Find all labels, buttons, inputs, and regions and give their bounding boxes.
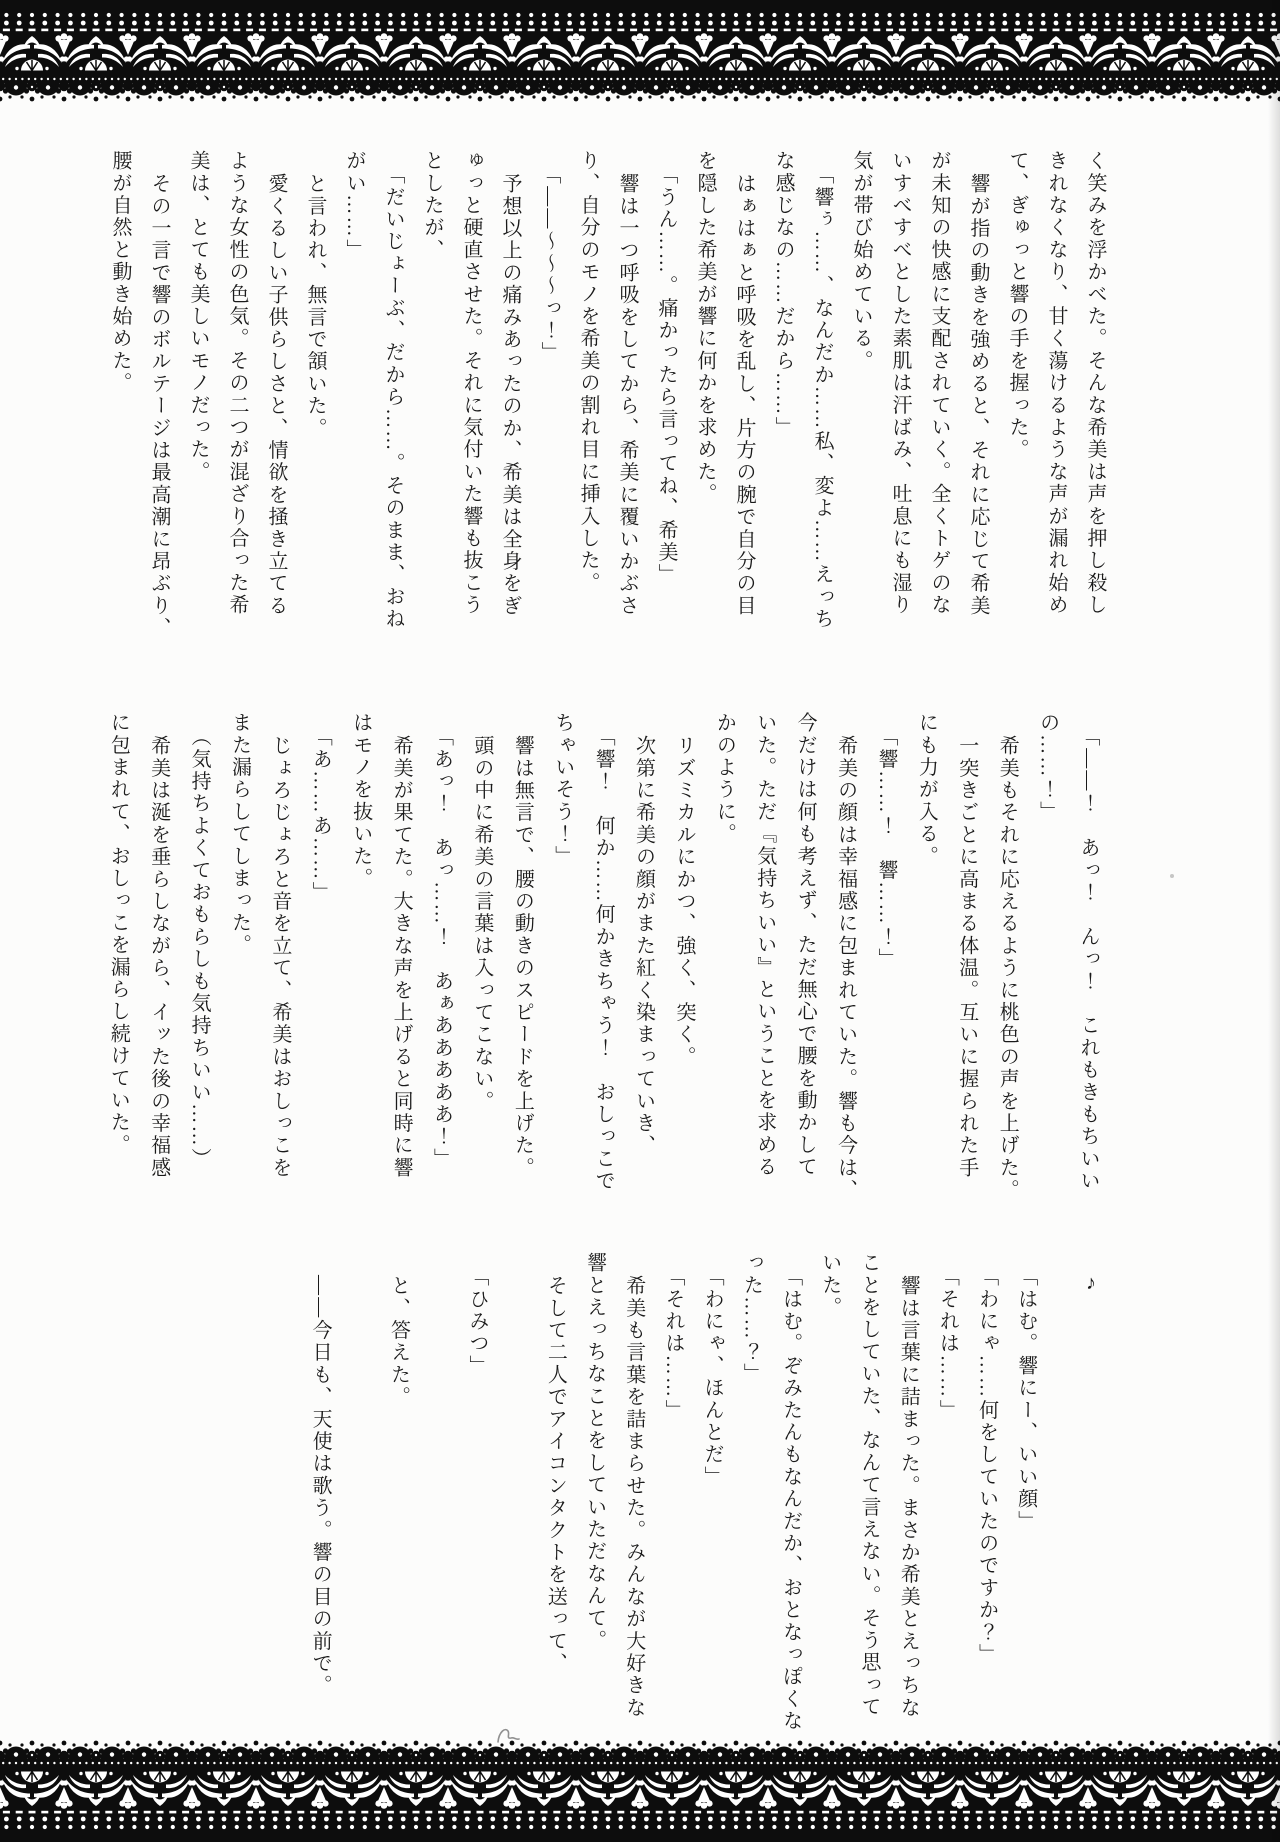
text-column: 頭の中に希美の言葉は入ってこない。 <box>470 735 493 1113</box>
text-column: 「だいじょーぶ、だから……。そのまま、おね <box>382 164 404 631</box>
text-column: と言われ、無言で頷いた。 <box>304 173 326 440</box>
text-column: いすべすべとした素肌は汗ばみ、吐息にも湿り <box>889 150 911 617</box>
text-column: 気が帯び始めている。 <box>850 150 872 372</box>
text-column: 「――〜〜〜っ！」 <box>538 164 560 364</box>
text-column: 「響！ 何か……何かきちゃう！ おしっこで <box>592 726 615 1193</box>
text-column: じょろじょろと音を立て、希美はおしっこを <box>268 735 291 1179</box>
text-column: 「それは……」 <box>936 1266 959 1422</box>
text-column: 希美は涎を垂らしながら、イッた後の幸福感 <box>147 735 170 1179</box>
text-column: 希美もそれに応えるように桃色の声を上げた。 <box>996 735 1019 1202</box>
text-column: ことをしていた、なんて言えない。そう思って <box>857 1252 880 1719</box>
text-column: としたが、 <box>421 150 443 261</box>
text-block-top <box>100 150 1114 655</box>
text-column: 響が指の動きを強めると、それに応じて希美 <box>967 173 989 617</box>
blank-column <box>418 1252 457 1724</box>
text-column: また漏らしてしまった。 <box>228 712 251 957</box>
text-column: った……？」 <box>740 1252 763 1386</box>
text-column: 「わにゃ、ほんとだ」 <box>701 1266 724 1488</box>
text-column: 「あ……あ……」 <box>309 726 332 904</box>
text-column: その一言で響のボルテージは最高潮に昂ぶり、 <box>148 173 170 640</box>
text-column: り、自分のモノを希美の割れ目に挿入した。 <box>577 150 599 594</box>
text-column: の……！」 <box>1036 712 1059 823</box>
text-column: 一突きごとに高まる体温。互いに握られた手 <box>955 735 978 1179</box>
text-column: に包まれて、おしっこを漏らし続けていた。 <box>107 712 130 1156</box>
text-column: かのように。 <box>713 712 736 846</box>
blank-column <box>339 1252 378 1724</box>
text-column: いた。ただ『気持ちいい』ということを求める <box>753 712 776 1179</box>
text-column: 予想以上の痛みあったのか、希美は全身をぎ <box>499 173 521 617</box>
text-column: な感じなの……だから……」 <box>772 150 794 439</box>
text-column: 美は、とても美しいモノだった。 <box>187 150 209 483</box>
lace-border-bottom-icon <box>0 1736 1280 1842</box>
text-column: と、答えた。 <box>387 1275 410 1409</box>
text-column: はモノを抜いた。 <box>349 712 372 890</box>
text-column: 希美も言葉を詰まらせた。みんなが大好きな <box>622 1275 645 1719</box>
text-column: そして二人でアイコンタクトを送って、 <box>544 1275 567 1675</box>
text-block-middle <box>98 712 1108 1202</box>
text-column: ような女性の色気。その二つが混ざり合った希 <box>226 150 248 617</box>
text-column: 「あっ！ あっ……！ あぁあああああ！」 <box>430 726 453 1170</box>
text-column: 腰が自然と動き始めた。 <box>109 150 131 395</box>
text-column: 響は無言で、腰の動きのスピードを上げた。 <box>511 735 534 1179</box>
text-column: リズミカルにかつ、強く、突く。 <box>672 735 695 1068</box>
text-column: 次第に希美の顔がまた紅く染まっていき、 <box>632 735 655 1157</box>
text-column: ゅっと硬直させた。それに気付いた響も抜こう <box>460 150 482 617</box>
text-column: 「うん……。痛かったら言ってね、希美」 <box>655 164 677 586</box>
lace-border-top-icon <box>0 0 1280 106</box>
text-column: いた。 <box>818 1252 841 1319</box>
text-column: 今だけは何も考えず、ただ無心で腰を動かして <box>794 712 817 1179</box>
text-column: が未知の快感に支配されていく。全くトゲのな <box>928 150 950 617</box>
scan-speck <box>1170 874 1174 878</box>
text-column: く笑みを浮かべた。そんな希美は声を押し殺し <box>1084 150 1106 617</box>
text-column: て、ぎゅっと響の手を握った。 <box>1006 150 1028 461</box>
text-column: 希美が果てた。大きな声を上げると同時に響 <box>390 735 413 1179</box>
text-column: 「響ぅ……、なんだか……私、変よ……えっち <box>811 164 833 631</box>
text-column: 「わにゃ……何をしていたのですか？」 <box>975 1266 998 1666</box>
text-column: 「ひみつ」 <box>465 1266 488 1377</box>
blank-column <box>496 1252 535 1724</box>
text-column: 響は一つ呼吸をしてから、希美に覆いかぶさ <box>616 173 638 617</box>
text-column: はぁはぁと呼吸を乱し、片方の腕で自分の目 <box>733 173 755 617</box>
text-column: 「はむ。ぞみたんもなんだか、おとなっぽくな <box>779 1266 802 1733</box>
text-column: 愛くるしい子供らしさと、情欲を掻き立てる <box>265 173 287 617</box>
text-column: 「――！ あっ！ んっ！ これもきもちいい <box>1077 726 1099 1193</box>
text-column: 「響……！ 響……！」 <box>874 726 897 971</box>
text-block-bottom <box>300 1252 1110 1733</box>
text-column: にも力が入る。 <box>915 712 938 868</box>
text-column: 希美の顔は幸福感に包まれていた。響も今は、 <box>834 735 857 1202</box>
text-column: 響とえっちなことをしていただなんて。 <box>583 1252 606 1652</box>
text-column: がい……」 <box>343 150 365 261</box>
text-column: ちゃいそう！」 <box>551 712 574 868</box>
text-column: ――今日も、天使は歌う。響の目の前で。 <box>309 1275 332 1697</box>
text-column: （気持ちよくておもらしも気持ちいい……） <box>188 726 211 1170</box>
text-column: 「それは……」 <box>661 1266 684 1422</box>
handwritten-mark <box>495 1726 523 1748</box>
text-column: きれなくなり、甘く蕩けるような声が漏れ始め <box>1045 150 1067 617</box>
music-note: ♪ <box>1080 1272 1102 1297</box>
text-column: 「はむ。響にー、いい顔」 <box>1014 1266 1037 1533</box>
text-column: を隠した希美が響に何かを求めた。 <box>694 150 716 506</box>
text-column: 響は言葉に詰まった。まさか希美とえっちな <box>897 1275 920 1719</box>
